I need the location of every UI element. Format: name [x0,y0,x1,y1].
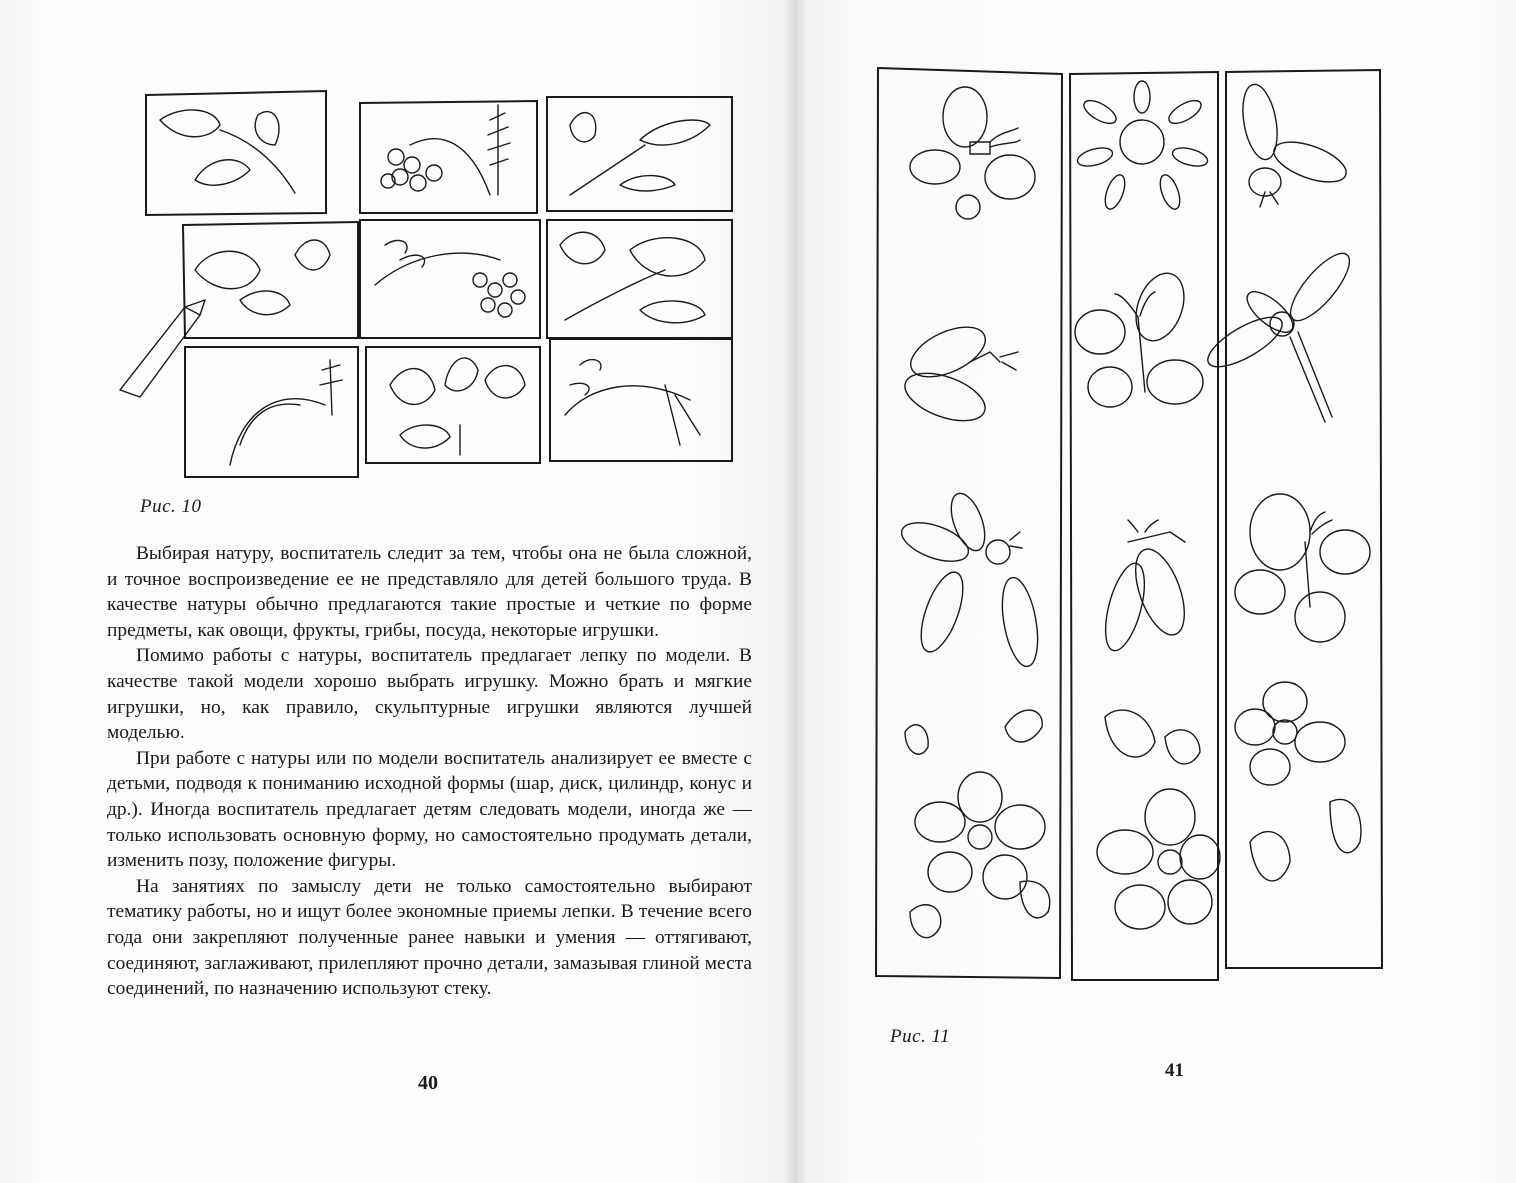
figure-10-caption: Рис. 10 [140,496,202,517]
page-number-right: 41 [1165,1060,1184,1081]
figure-11-caption: Рис. 11 [890,1026,951,1047]
paragraph-3: При работе с натуры или по модели воспитатель анализирует ее вместе с детьми, подводя к пониманию исходной формы (шар, диск, цилиндр, конус и др.). Иногда воспитатель предлагает детям следовать модели, иногда же — только использовать основную форму, но самостоятельно продумать детали, изменить позу, положение фигуры. [107,747,752,872]
page-number-left: 40 [418,1072,438,1094]
paragraph-4: На занятиях по замыслу дети не только самостоятельно выбирают тематику работы, но и ищут более экономные приемы лепки. В течение всего года они закрепляют полученные ранее навыки и умения — оттягивают, соединяют, заглаживают, прилепляют прочно детали, замазывая глиной места соединений, по назначению используют стеку. [107,875,752,1000]
figure-11-drawing [870,62,1390,987]
figure-10-drawing [100,85,750,485]
left-page-text [107,541,752,1002]
book-gutter [782,0,806,1183]
paragraph-2: Помимо работы с натуры, воспитатель предлагает лепку по модели. В качестве такой модели хорошо выбрать игрушку. Можно брать и мягкие игрушки, но, как правило, скульптурные игрушки являются лучшей моделью. [107,645,752,744]
paragraph-1: Выбирая натуру, воспитатель следит за тем, чтобы она не была сложной, и точное воспроизведение ее не представляло для детей большого труда. В качестве натуры обычно предлагаются такие простые и четкие по форме предметы, как овощи, фрукты, грибы, посуда, некоторые игрушки. [107,543,752,641]
